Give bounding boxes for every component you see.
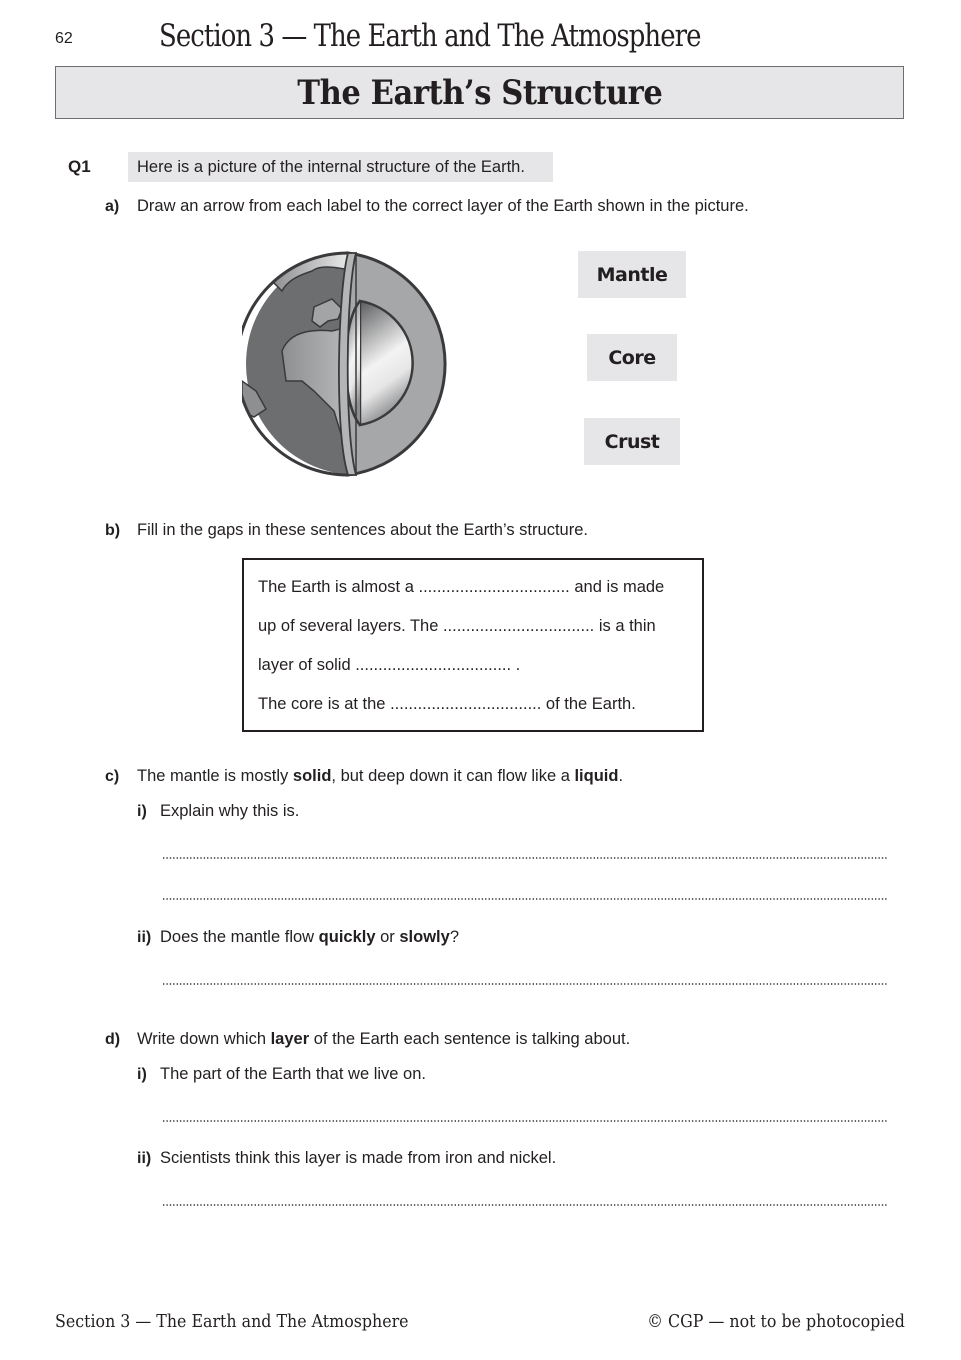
part-d-text-post: of the Earth each sentence is talking about. <box>309 1030 631 1048</box>
part-c-ii-bold-quickly: quickly <box>318 928 376 946</box>
part-c-ii-label: ii) <box>137 929 152 946</box>
part-d-i-text: The part of the Earth that we live on. <box>160 1065 426 1083</box>
fill-in-gaps-box <box>242 558 704 732</box>
earth-cross-section-icon[interactable] <box>242 251 472 477</box>
part-c-label: c) <box>105 768 120 785</box>
label-mantle[interactable]: Mantle <box>578 251 686 298</box>
fill-line-1[interactable]: The Earth is almost a ................................. and is made <box>258 578 665 596</box>
answer-line-d-ii[interactable] <box>162 1204 888 1206</box>
part-c-ii-text-pre: Does the mantle flow <box>160 928 319 946</box>
part-d-label: d) <box>105 1031 121 1048</box>
answer-line-d-i[interactable] <box>162 1120 888 1122</box>
label-core[interactable]: Core <box>587 334 677 381</box>
page-number: 62 <box>55 30 73 47</box>
footer-section: Section 3 — The Earth and The Atmosphere <box>55 1311 409 1332</box>
part-c-bold-solid: solid <box>292 767 332 785</box>
part-a-label: a) <box>105 198 120 215</box>
question-intro: Here is a picture of the internal structure of the Earth. <box>128 152 553 182</box>
answer-line-c-i-2[interactable] <box>162 898 888 900</box>
part-c-text <box>137 767 623 786</box>
part-c-i-label: i) <box>137 803 147 820</box>
label-crust[interactable]: Crust <box>584 418 680 465</box>
part-c-ii-text-mid: or <box>375 928 400 946</box>
page-title-banner <box>55 66 904 119</box>
part-c-ii-bold-slowly: slowly <box>399 928 450 946</box>
answer-line-c-ii[interactable] <box>162 983 888 985</box>
question-number: Q1 <box>68 157 91 176</box>
part-c-ii-text-post: ? <box>449 928 459 946</box>
page-title: The Earth’s Structure <box>296 72 663 113</box>
part-c-i-text: Explain why this is. <box>160 802 300 820</box>
part-b-label: b) <box>105 522 121 539</box>
part-b-text: Fill in the gaps in these sentences about the Earth’s structure. <box>137 521 588 539</box>
part-d-text-pre: Write down which <box>137 1030 271 1048</box>
part-c-text-pre: The mantle is mostly <box>137 767 293 785</box>
part-c-text-mid: , but deep down it can flow like a <box>331 767 575 785</box>
part-c-text-post: . <box>618 767 624 785</box>
section-title: Section 3 — The Earth and The Atmosphere <box>159 18 701 54</box>
part-d-i-label: i) <box>137 1066 147 1083</box>
fill-line-2[interactable]: up of several layers. The ................................. is a thin <box>258 617 656 635</box>
footer-copyright: © CGP — not to be photocopied <box>647 1311 905 1332</box>
part-c-bold-liquid: liquid <box>574 767 619 785</box>
fill-line-3[interactable]: layer of solid .................................. . <box>258 656 521 674</box>
part-d-text <box>137 1030 630 1049</box>
part-c-ii-text <box>160 928 459 947</box>
part-d-ii-label: ii) <box>137 1150 152 1167</box>
part-d-bold-layer: layer <box>270 1030 310 1048</box>
part-a-text: Draw an arrow from each label to the correct layer of the Earth shown in the picture. <box>137 197 749 215</box>
answer-line-c-i-1[interactable] <box>162 857 888 859</box>
fill-line-4[interactable]: The core is at the ................................. of the Earth. <box>258 695 636 713</box>
part-d-ii-text: Scientists think this layer is made from iron and nickel. <box>160 1149 557 1167</box>
